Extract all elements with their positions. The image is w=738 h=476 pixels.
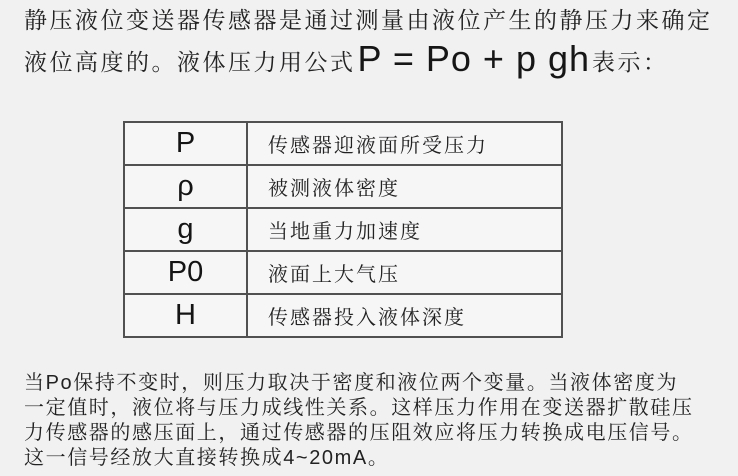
intro-line-1: 静压液位变送器传感器是通过测量由液位产生的静压力来确定 [24,7,713,33]
body-line-4: 这一信号经放大直接转换成4~20mA。 [24,447,390,469]
symbol-definition-table [123,121,563,338]
description-cell: 被测液体密度 [268,178,400,200]
intro-line-2-prefix: 液位高度的。液体压力用公式 [24,49,356,75]
table-row-p [125,123,561,164]
table-row-rho [125,164,561,207]
intro-line-2 [24,37,728,84]
table-row-h [125,293,561,336]
table-row-p0 [125,250,561,293]
symbol-cell: g [125,209,248,250]
pressure-formula: P = Po + p gh [357,37,591,79]
symbol-cell: H [125,295,248,336]
body-line-3: 力传感器的感压面上，通过传感器的压阻效应将压力转换成电压信号。 [24,422,694,444]
description-cell: 液面上大气压 [268,264,400,286]
body-line-2: 一定值时，液位将与压力成线性关系。这样压力作用在变送器扩散硅压 [24,397,694,419]
body-paragraph [24,371,728,471]
description-cell: 传感器投入液体深度 [268,307,466,329]
description-cell: 当地重力加速度 [268,221,422,243]
body-line-1: 当Po保持不变时，则压力取决于密度和液位两个变量。当液体密度为 [24,372,679,394]
symbol-cell: P [125,123,248,164]
intro-paragraph [24,4,728,84]
table-row-g [125,207,561,250]
intro-line-2-suffix: 表示： [592,49,669,75]
symbol-cell: ρ [125,166,248,207]
description-cell: 传感器迎液面所受压力 [268,135,488,157]
symbol-cell: P0 [125,252,248,293]
